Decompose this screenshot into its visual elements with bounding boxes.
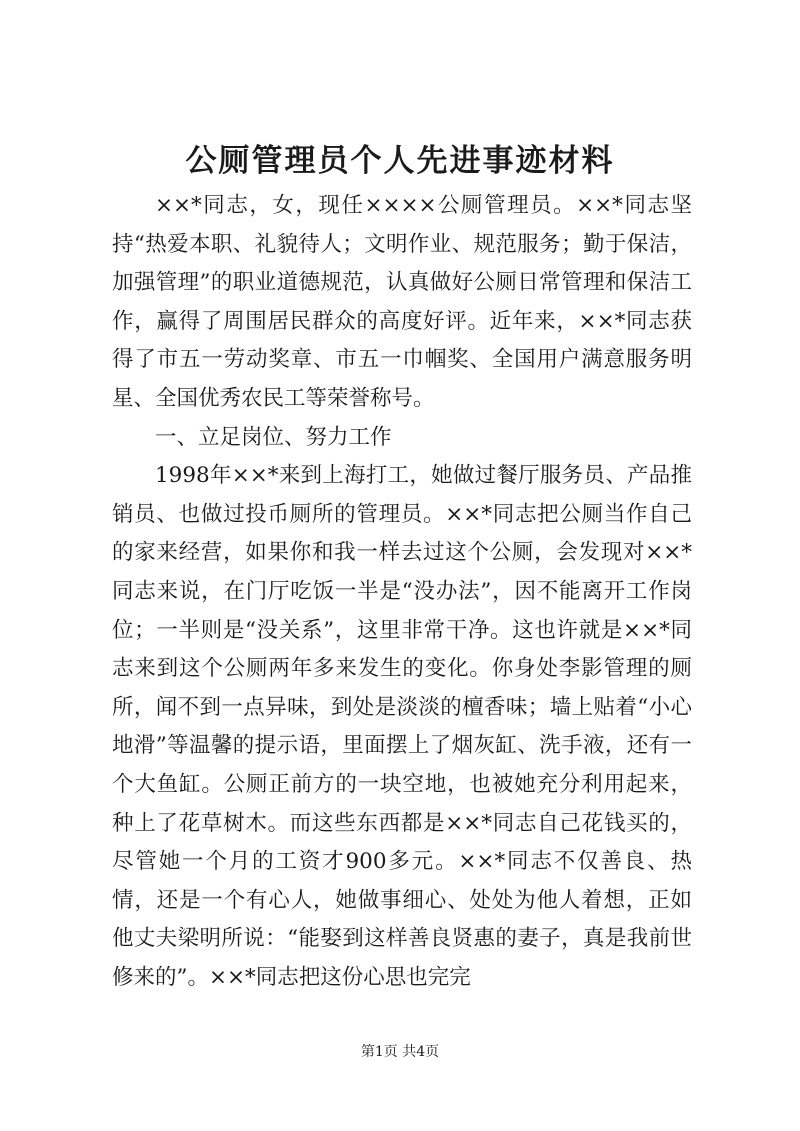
section-heading: 一、立足岗位、努力工作 bbox=[155, 424, 392, 450]
document-body bbox=[112, 187, 692, 997]
paragraph-story: 1998年××*来到上海打工，她做过餐厅服务员、产品推销员、也做过投币厕所的管理员。××*同志把公厕当作自己的家来经营，如果你和我一样去过这个公厕，会发现对××*同志来说，在门厅吃饭一半是“没办法”，因不能离开工作岗位；一半则是“没关系”，这里非常干净。这也许就是××*同志来到这个公厕两年多来发生的变化。你身处李影管理的厕所，闻不到一点异味，到处是淡淡的檀香味；墙上贴着“小心地滑”等温馨的提示语，里面摆上了烟灰缸、洗手液，还有一个大鱼缸。公厕正前方的一块空地，也被她充分利用起来，种上了花草树木。而这些东西都是××*同志自己花钱买的，尽管她一个月的工资才900多元。××*同志不仅善良、热情，还是一个有心人，她做事细心、处处为他人着想，正如他丈夫梁明所说：“能娶到这样善良贤惠的妻子，真是我前世修来的”。××*同志把这份心思也完完 bbox=[112, 463, 692, 990]
page-title: 公厕管理员个人先进事迹材料 bbox=[185, 143, 615, 179]
page-footer: 第1页 共4页 bbox=[360, 1044, 440, 1060]
paragraph-intro: ××*同志，女，现任××××公厕管理员。××*同志坚持“热爱本职、礼貌待人；文明作业、规范服务；勤于保洁，加强管理”的职业道德规范，认真做好公厕日常管理和保洁工作，赢得了周围居民群众的高度好评。近年来，××*同志获得了市五一劳动奖章、市五一巾帼奖、全国用户满意服务明星、全国优秀农民工等荣誉称号。 bbox=[112, 193, 692, 411]
